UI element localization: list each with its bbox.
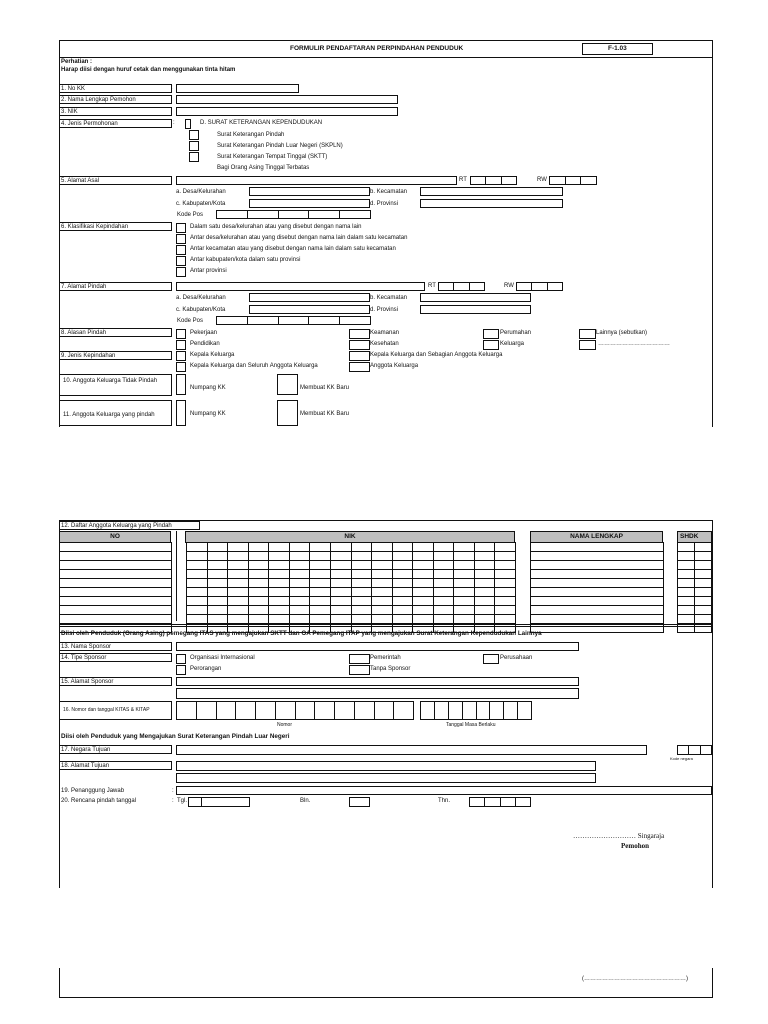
asal-desa-field[interactable] [249, 187, 370, 196]
kitas-tanggal-boxes[interactable] [420, 701, 532, 720]
asal-desa-label: a. Desa/Kelurahan [176, 189, 226, 195]
klas-checkbox-3[interactable] [176, 245, 186, 255]
alasan-keluarga-checkbox[interactable] [483, 340, 499, 350]
nik-grid [186, 542, 516, 633]
asal-prov-label: d. Provinsi [370, 201, 399, 207]
jenis-opt-1: Surat Keterangan Pindah [217, 132, 285, 138]
label-anggota-pindah-box [59, 400, 172, 426]
alamat-asal-field[interactable] [176, 176, 457, 185]
label-alasan: 8. Alasan Pindah [59, 328, 172, 337]
pindah-prov-field[interactable] [420, 305, 531, 314]
label-kitas-box [59, 701, 172, 720]
label-anggota-tidak-pindah: 10. Anggota Keluarga Tidak Pindah [63, 378, 158, 384]
tgl-boxes[interactable] [188, 797, 250, 807]
pindah-kec-field[interactable] [420, 293, 531, 302]
label-no-kk: 1. No KK [59, 84, 172, 93]
membuat-kk-10: Membuat KK Baru [300, 385, 350, 391]
col-shdk: SHDK [677, 531, 712, 543]
no-kk-field[interactable] [176, 84, 299, 93]
pindah-kab-field[interactable] [249, 305, 370, 314]
asal-rt-label: RT [459, 177, 467, 183]
alamat-tujuan-field-1[interactable] [176, 761, 596, 771]
membuat-kk-checkbox-11[interactable] [277, 400, 298, 426]
alasan-perumahan: Perumahan [500, 330, 532, 336]
klas-checkbox-2[interactable] [176, 234, 186, 244]
alasan-keamanan: Keamanan [370, 330, 400, 336]
label-nik: 3. NIK [59, 107, 172, 116]
jenis-kep-checkbox-2[interactable] [176, 362, 186, 372]
asal-kec-field[interactable] [420, 187, 563, 196]
label-anggota-tidak-pindah-box [59, 374, 172, 396]
membuat-kk-11: Membuat KK Baru [300, 411, 350, 417]
tipe-perusahaan: Perusahaan [500, 655, 533, 661]
label-nama-pemohon: 2. Nama Lengkap Pemohon [59, 95, 172, 104]
kitas-nomor-label: Nomor [277, 722, 293, 728]
tipe-tanpa-checkbox[interactable] [349, 665, 370, 675]
label-negara-tujuan: 17. Negara Tujuan [59, 745, 172, 754]
thn-boxes[interactable] [469, 797, 531, 807]
label-alamat-asal: 5. Alamat Asal [59, 176, 172, 185]
jenis-checkbox-2[interactable] [189, 141, 199, 151]
jenis-heading: D. SURAT KETERANGAN KEPENDUDUKAN [200, 120, 323, 126]
jenis-kep-opt-2: Kepala Keluarga dan Seluruh Anggota Keluarga [190, 363, 318, 369]
numpang-kk-checkbox-11[interactable] [176, 400, 186, 426]
nama-pemohon-field[interactable] [176, 95, 398, 104]
asal-rw-boxes[interactable] [549, 176, 597, 185]
alamat-sponsor-field-2[interactable] [176, 688, 579, 699]
label-alamat-tujuan: 18. Alamat Tujuan [59, 761, 172, 770]
label-penanggung: 19. Penanggung Jawab [61, 788, 125, 794]
jenis-kep-checkbox-3[interactable] [349, 351, 370, 361]
pindah-kec-label: b. Kecamatan [370, 295, 408, 301]
klas-checkbox-4[interactable] [176, 256, 186, 266]
asal-kab-label: c. Kabupaten/Kota [176, 201, 226, 207]
col-nama: NAMA LENGKAP [530, 531, 663, 543]
note-text: Harap diisi dengan huruf cetak dan menggunakan tinta hitam [61, 67, 236, 73]
klas-opt-1: Dalam satu desa/kelurahan atau yang disebut dengan nama lain [190, 224, 362, 230]
asal-kodepos-label: Kode Pos [177, 212, 204, 218]
alasan-pekerjaan-checkbox[interactable] [176, 329, 186, 339]
pindah-kodepos-boxes[interactable] [216, 316, 371, 325]
jenis-checkbox-3[interactable] [189, 152, 199, 162]
tipe-perorangan: Perorangan [190, 666, 222, 672]
asing-heading: Diisi oleh Penduduk (Orang Asing) pemegang ITAS yang mengajukan SKTT dan OA Pemegang ITAP yang mengajukan Surat Keterangan Kependudukan Lainnya [61, 630, 542, 637]
pemohon-label: Pemohon [621, 842, 649, 850]
numpang-kk-10: Numpang KK [190, 385, 226, 391]
alasan-lainnya-box[interactable] [579, 340, 596, 350]
label-tipe-sponsor: 14. Tipe Sponsor [59, 653, 172, 662]
pindah-kab-label: c. Kabupaten/Kota [176, 307, 226, 313]
kitas-tanggal-label: Tanggal Masa Berlaku [446, 722, 496, 728]
note-heading: Perhatian : [61, 59, 93, 65]
alamat-pindah-field[interactable] [176, 282, 425, 291]
alasan-lainnya-dots: ……………………………… [598, 341, 670, 347]
alasan-keluarga: Keluarga [500, 341, 525, 347]
alasan-pekerjaan: Pekerjaan [190, 330, 218, 336]
bln-label: Bln. [300, 798, 311, 804]
thn-label: Thn. [438, 798, 451, 804]
jenis-opt-3: Surat Keterangan Tempat Tinggal (SKTT) [217, 154, 328, 160]
jenis-checkbox-d[interactable] [185, 119, 191, 129]
alasan-lainnya: Lainnya (sebutkan) [596, 330, 648, 336]
kode-negara-boxes[interactable] [677, 745, 712, 755]
alamat-tujuan-field-2[interactable] [176, 773, 596, 783]
asal-kec-label: b. Kecamatan [370, 189, 408, 195]
asal-prov-field[interactable] [420, 199, 563, 208]
penanggung-field[interactable] [176, 786, 712, 795]
label-klasifikasi: 6. Klasifikasi Kepindahan [59, 222, 172, 231]
asal-rt-boxes[interactable] [470, 176, 517, 185]
klas-opt-2: Antar desa/kelurahan atau yang disebut dengan nama lain dalam satu kecamatan [190, 235, 408, 241]
klas-checkbox-1[interactable] [176, 223, 186, 233]
jenis-kep-checkbox-4[interactable] [349, 362, 370, 372]
form-code-box [582, 43, 653, 55]
pindah-rw-label: RW [504, 283, 514, 289]
alasan-keamanan-checkbox[interactable] [349, 329, 370, 339]
jenis-kep-opt-4: Anggota Keluarga [370, 363, 419, 369]
form-code: F-1.03 [608, 45, 627, 52]
place-date: ……………………… Singaraja [573, 832, 665, 840]
tipe-pemerintah-checkbox[interactable] [349, 654, 370, 664]
numpang-kk-checkbox-10[interactable] [176, 374, 186, 395]
signature-line[interactable]: (……………………………………………) [582, 976, 688, 982]
jenis-kep-checkbox-1[interactable] [176, 351, 186, 361]
col-nik: NIK [185, 531, 515, 543]
label-jenis-kepindahan: 9. Jenis Kepindahan [59, 351, 172, 360]
alasan-kesehatan-checkbox[interactable] [349, 340, 370, 350]
klas-checkbox-5[interactable] [176, 267, 186, 277]
pindah-rt-boxes[interactable] [438, 282, 485, 291]
alasan-kesehatan: Kesehatan [370, 341, 399, 347]
pindah-prov-label: d. Provinsi [370, 307, 399, 313]
numpang-kk-11: Numpang KK [190, 411, 226, 417]
label-jenis-permohonan: 4. Jenis Permohonan [59, 119, 172, 128]
jenis-kep-opt-1: Kepala Keluarga [190, 352, 235, 358]
shdk-grid [677, 542, 712, 633]
form-title: FORMULIR PENDAFTARAN PERPINDAHAN PENDUDUK [290, 45, 464, 52]
jenis-opt-3b: Bagi Orang Asing Tinggal Terbatas [217, 165, 310, 171]
negara-tujuan-field[interactable] [176, 745, 647, 755]
alasan-perumahan-checkbox[interactable] [483, 329, 499, 339]
label-rencana: 20. Rencana pindah tanggal [61, 798, 137, 804]
klas-opt-3: Antar kecamatan atau yang disebut dengan nama lain dalam satu kecamatan [190, 246, 396, 252]
label-alamat-pindah: 7. Alamat Pindah [59, 282, 172, 291]
label-kitas: 16. Nomor dan tanggal KITAS & KITAP [63, 707, 150, 713]
col-no: NO [59, 531, 171, 543]
pindah-rt-label: RT [428, 283, 436, 289]
pindah-desa-label: a. Desa/Kelurahan [176, 295, 226, 301]
tgl-label: Tgl. [177, 798, 188, 804]
tipe-pemerintah: Pemerintah [370, 655, 401, 661]
asal-kab-field[interactable] [249, 199, 370, 208]
label-alamat-sponsor: 15. Alamat Sponsor [59, 677, 172, 686]
alasan-pendidikan: Pendidikan [190, 341, 220, 347]
tipe-tanpa: Tanpa Sponsor [370, 666, 411, 672]
tipe-org: Organisasi Internasional [190, 655, 255, 661]
jenis-opt-2: Surat Keterangan Pindah Luar Negeri (SKPLN) [217, 143, 343, 149]
asal-kodepos-boxes[interactable] [216, 210, 371, 219]
tipe-perusahaan-checkbox[interactable] [483, 654, 499, 664]
nama-grid [530, 542, 664, 633]
no-column-grid [59, 542, 172, 633]
klas-opt-5: Antar provinsi [190, 268, 227, 274]
pindah-rw-boxes[interactable] [516, 282, 563, 291]
alasan-lainnya-checkbox[interactable] [579, 329, 596, 339]
jenis-kep-opt-3: Kepala Keluarga dan Sebagian Anggota Keluarga [370, 352, 503, 358]
kode-negara-label: Kode negara [670, 756, 693, 761]
ln-heading: Diisi oleh Penduduk yang Mengajukan Surat Keterangan Pindah Luar Negeri [61, 733, 290, 740]
alasan-pendidikan-checkbox[interactable] [176, 340, 186, 350]
bln-boxes[interactable] [349, 797, 370, 807]
klas-opt-4: Antar kabupaten/kota dalam satu provinsi [190, 257, 301, 263]
nik-field[interactable] [176, 107, 398, 116]
asal-rw-label: RW [537, 177, 547, 183]
label-nama-sponsor: 13. Nama Sponsor [59, 642, 172, 651]
nama-sponsor-field[interactable] [176, 642, 579, 651]
kitas-nomor-boxes[interactable] [176, 701, 414, 720]
membuat-kk-checkbox-10[interactable] [277, 374, 298, 395]
alamat-sponsor-field-1[interactable] [176, 677, 579, 686]
label-daftar-anggota: 12. Daftar Anggota Keluarga yang Pindah [59, 521, 200, 530]
pindah-kodepos-label: Kode Pos [177, 318, 204, 324]
tipe-perorangan-checkbox[interactable] [176, 665, 186, 675]
label-anggota-pindah: 11. Anggota Keluarga yang pindah [63, 412, 155, 418]
jenis-checkbox-1[interactable] [189, 130, 199, 140]
pindah-desa-field[interactable] [249, 293, 370, 302]
tipe-org-checkbox[interactable] [176, 654, 186, 664]
